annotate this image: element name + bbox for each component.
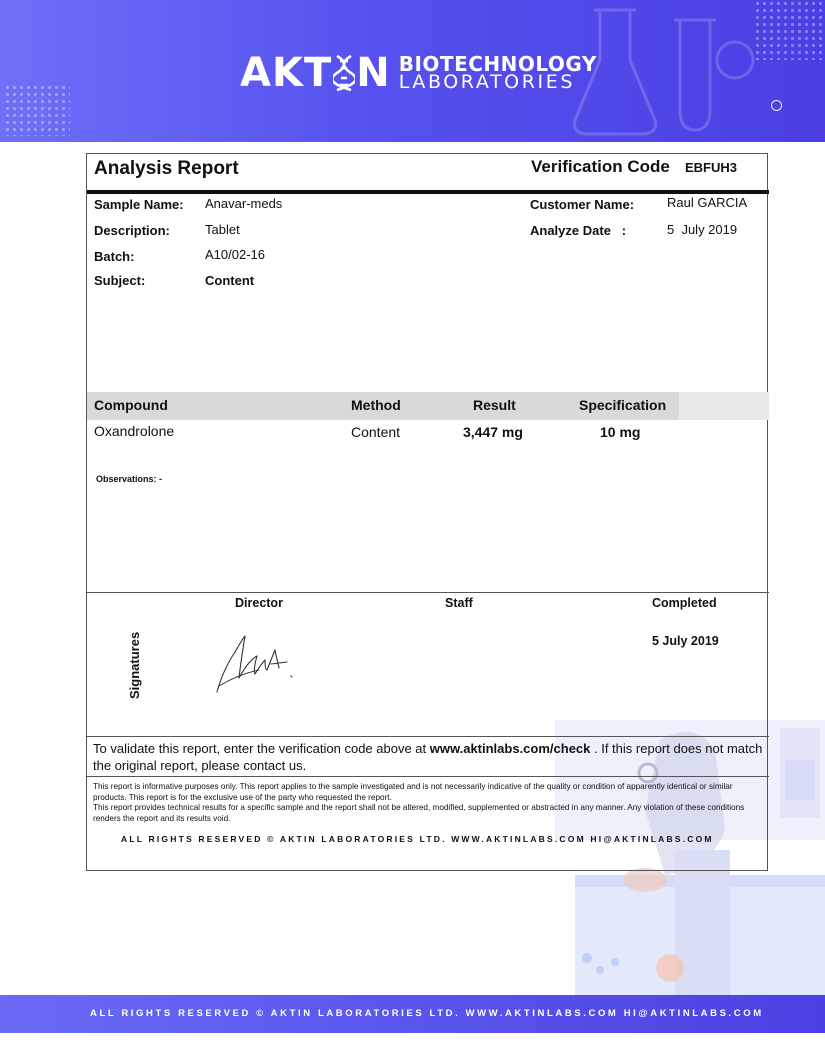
sample-name-value: Anavar-meds [205, 196, 283, 211]
completed-label: Completed [652, 596, 717, 610]
disclaimer-text [93, 782, 765, 824]
footer-rights: ALL RIGHTS RESERVED © AKTIN LABORATORIES LTD. WWW.AKTINLABS.COM HI@AKTINLABS.COM [90, 1008, 764, 1019]
subject-label: Subject: [94, 273, 146, 288]
analysis-report [86, 153, 768, 871]
description-value: Tablet [205, 222, 240, 237]
specification-column-header: Specification [579, 397, 667, 413]
results-table-header [87, 392, 769, 420]
dot-pattern-decoration [4, 84, 70, 136]
validate-divider [87, 736, 769, 737]
disclaimer-line-1: This report is informative purposes only. This report applies to the sample investigated and is not necessarily indicative of the quality or condition of apparently identical or similar products. This report is for the exclusive use of the party who requested the report. [93, 782, 733, 802]
signatures-divider [87, 592, 769, 593]
header-banner [0, 0, 825, 142]
batch-value: A10/02-16 [205, 247, 265, 262]
specification-cell: 10 mg [600, 424, 641, 440]
circle-icon [771, 100, 782, 111]
sample-name-label: Sample Name: [94, 197, 184, 212]
compound-column-header: Compound [94, 397, 168, 413]
staff-label: Staff [445, 596, 473, 610]
method-column-header: Method [351, 397, 401, 413]
method-cell: Content [351, 424, 401, 440]
disclaimer-line-2: This report provides technical results for a specific sample and the report shall not be altered, modified, supplemented or abstracted in any manner. Any violation of these conditions renders the report and its results void. [93, 803, 745, 823]
footer-banner [0, 995, 825, 1033]
director-signature [209, 630, 299, 700]
customer-name-label: Customer Name: [530, 197, 635, 212]
compound-cell: Oxandrolone [94, 423, 175, 439]
aktin-logo: AKT N BIOTECHNOLOGY LABORATORIES [240, 50, 597, 96]
signatures-vertical-label: Signatures [127, 631, 142, 699]
verification-code-value: EBFUH3 [685, 160, 738, 175]
subject-value: Content [205, 273, 255, 288]
verification-code-label: Verification Code [531, 157, 670, 176]
dot-pattern-decoration [754, 0, 824, 60]
batch-label: Batch: [94, 249, 135, 264]
result-cell: 3,447 mg [463, 424, 523, 440]
title-divider [87, 190, 769, 194]
description-label: Description: [94, 223, 170, 238]
dna-helix-icon [333, 54, 355, 92]
disclaimer-divider [87, 776, 769, 777]
analyze-date-value: 5 July 2019 [667, 222, 738, 237]
verification-url: www.aktinlabs.com/check [429, 741, 591, 756]
director-label: Director [235, 596, 283, 610]
rights-reserved-inner: ALL RIGHTS RESERVED © AKTIN LABORATORIES LTD. WWW.AKTINLABS.COM HI@AKTINLABS.COM [121, 834, 714, 844]
validate-instructions: To validate this report, enter the verification code above at www.aktinlabs.com/check . If this report does not match the original report, please contact us. [93, 741, 763, 773]
report-title: Analysis Report [94, 158, 239, 179]
analyze-date-label: Analyze Date : [530, 223, 627, 238]
observations: Observations: - [96, 474, 163, 484]
customer-name-value: Raul GARCIA [667, 195, 748, 210]
completed-date: 5 July 2019 [652, 634, 719, 648]
result-column-header: Result [473, 397, 516, 413]
